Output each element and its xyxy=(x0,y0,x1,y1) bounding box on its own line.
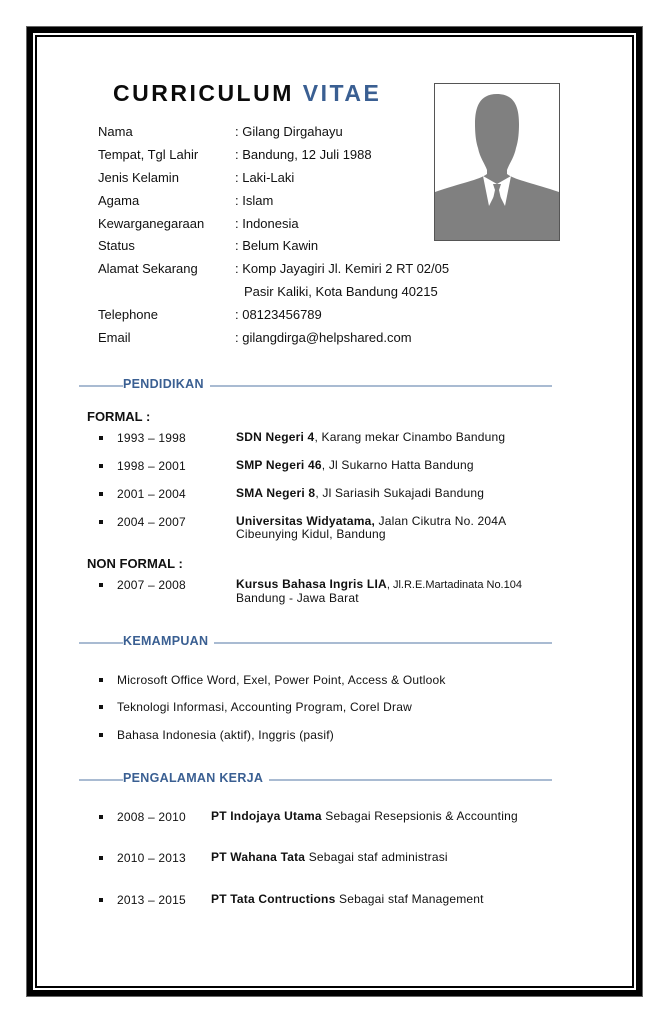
education-years: 1993 – 1998 xyxy=(117,431,186,445)
school-name: Universitas Widyatama, xyxy=(236,514,376,528)
education-desc xyxy=(236,431,505,444)
education-desc xyxy=(236,487,484,500)
work-desc xyxy=(211,893,484,906)
school-detail: , Karang mekar Cinambo Bandung xyxy=(314,430,506,444)
school-name: SDN Negeri 4 xyxy=(236,430,315,444)
section-heading-education xyxy=(79,377,552,393)
title-part-vitae: VITAE xyxy=(302,80,382,106)
bullet-icon xyxy=(99,436,103,440)
info-label: Agama xyxy=(98,193,140,208)
school-name: SMA Negeri 8 xyxy=(236,486,316,500)
education-desc xyxy=(236,578,522,605)
document-title xyxy=(113,80,381,107)
section-heading-text: PENGALAMAN KERJA xyxy=(123,771,269,785)
info-value: : Islam xyxy=(235,193,274,208)
skill-text: Teknologi Informasi, Accounting Program, Corel Draw xyxy=(117,700,412,714)
company-name: PT Indojaya Utama xyxy=(211,809,322,823)
info-label: Telephone xyxy=(98,307,158,322)
education-years: 1998 – 2001 xyxy=(117,459,186,473)
info-value: : Laki-Laki xyxy=(235,170,295,185)
school-name: SMP Negeri 46 xyxy=(236,458,322,472)
info-value: : Bandung, 12 Juli 1988 xyxy=(235,147,372,162)
section-heading-text: KEMAMPUAN xyxy=(123,634,214,648)
school-detail: , Jl Sukarno Hatta Bandung xyxy=(321,458,474,472)
work-role: Sebagai staf administrasi xyxy=(305,850,448,864)
info-value: : Gilang Dirgahayu xyxy=(235,124,343,139)
person-silhouette-icon xyxy=(435,84,559,240)
title-part-curriculum: CURRICULUM xyxy=(113,80,294,106)
bullet-icon xyxy=(99,678,103,682)
work-years: 2008 – 2010 xyxy=(117,810,186,824)
school-detail-line2: Cibeunying Kidul, Bandung xyxy=(236,527,386,541)
school-detail: , Jl.R.E.Martadinata No.104 xyxy=(386,579,522,591)
bullet-icon xyxy=(99,583,103,587)
skill-text: Bahasa Indonesia (aktif), Inggris (pasif) xyxy=(117,728,334,742)
info-value: : Indonesia xyxy=(235,216,299,231)
info-value: : Belum Kawin xyxy=(235,238,319,253)
school-name: Kursus Bahasa Ingris LIA xyxy=(236,577,387,591)
section-heading-text: PENDIDIKAN xyxy=(123,377,210,391)
section-heading-skills xyxy=(79,634,552,650)
info-value: Pasir Kaliki, Kota Bandung 40215 xyxy=(244,284,438,299)
section-heading-experience xyxy=(79,771,552,787)
info-label: Nama xyxy=(98,124,133,139)
work-desc xyxy=(211,851,448,864)
info-value: : gilangdirga@helpshared.com xyxy=(235,330,412,345)
company-name: PT Wahana Tata xyxy=(211,850,306,864)
bullet-icon xyxy=(99,464,103,468)
education-years: 2007 – 2008 xyxy=(117,578,186,592)
bullet-icon xyxy=(99,815,103,819)
work-role: Sebagai staf Management xyxy=(335,892,484,906)
education-years: 2001 – 2004 xyxy=(117,487,186,501)
school-detail: , Jl Sariasih Sukajadi Bandung xyxy=(315,486,485,500)
info-label: Kewarganegaraan xyxy=(98,216,205,231)
info-label: Tempat, Tgl Lahir xyxy=(98,147,199,162)
education-desc xyxy=(236,515,506,541)
school-detail: Jalan Cikutra No. 204A xyxy=(375,514,507,528)
info-label: Status xyxy=(98,238,135,253)
work-years: 2013 – 2015 xyxy=(117,893,186,907)
info-value: : Komp Jayagiri Jl. Kemiri 2 RT 02/05 xyxy=(235,261,450,276)
profile-photo xyxy=(434,83,560,241)
bullet-icon xyxy=(99,520,103,524)
bullet-icon xyxy=(99,898,103,902)
company-name: PT Tata Contructions xyxy=(211,892,336,906)
bullet-icon xyxy=(99,856,103,860)
info-value: : 08123456789 xyxy=(235,307,322,322)
work-desc xyxy=(211,810,518,823)
formal-label: FORMAL : xyxy=(87,409,151,424)
info-label: Alamat Sekarang xyxy=(98,261,198,276)
bullet-icon xyxy=(99,492,103,496)
education-years: 2004 – 2007 xyxy=(117,515,186,529)
info-label: Email xyxy=(98,330,131,345)
info-label: Jenis Kelamin xyxy=(98,170,179,185)
education-desc xyxy=(236,459,474,472)
school-detail-line2: Bandung - Jawa Barat xyxy=(236,591,359,605)
work-years: 2010 – 2013 xyxy=(117,851,186,865)
nonformal-label: NON FORMAL : xyxy=(87,556,183,571)
bullet-icon xyxy=(99,733,103,737)
skill-text: Microsoft Office Word, Exel, Power Point, Access & Outlook xyxy=(117,673,446,687)
bullet-icon xyxy=(99,705,103,709)
work-role: Sebagai Resepsionis & Accounting xyxy=(321,809,518,823)
